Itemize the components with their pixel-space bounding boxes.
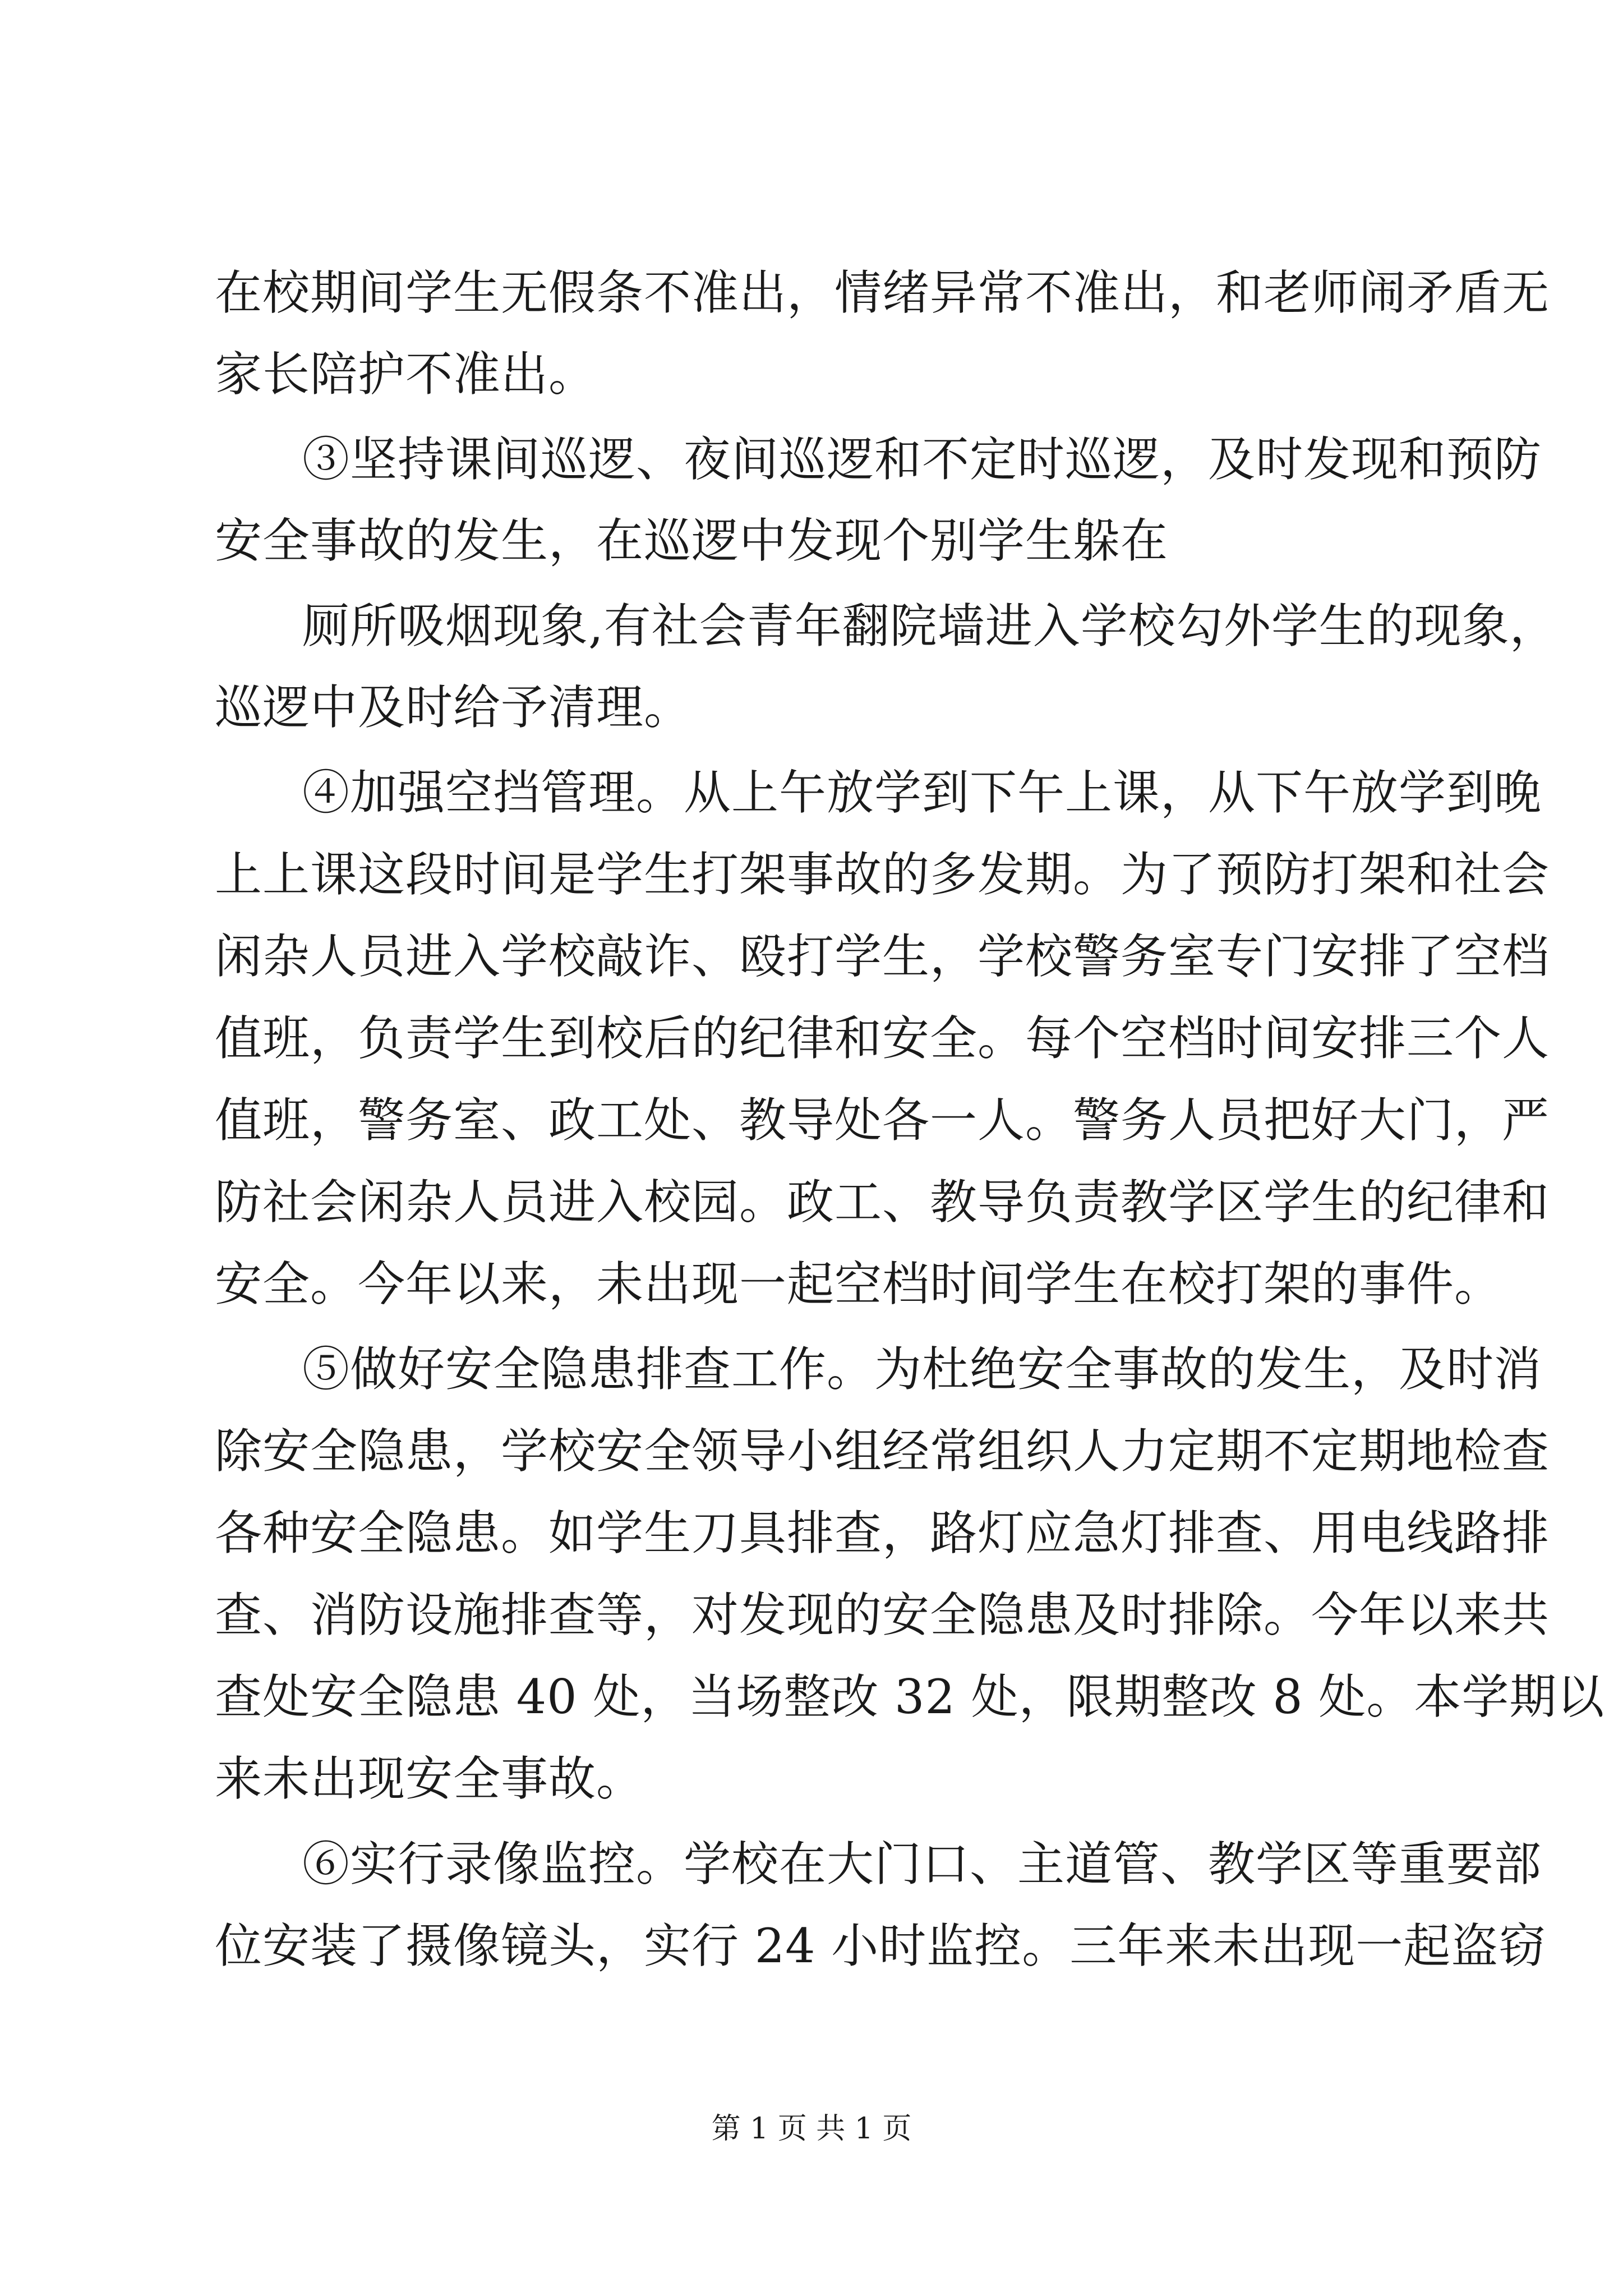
body-line: 巡逻中及时给予清理。 [215,680,692,735]
body-line: 来未出现安全事故。 [215,1751,644,1806]
body-line: 除安全隐患，学校安全领导小组经常组织人力定期不定期地检查 [215,1424,1550,1479]
body-line: 厕所吸烟现象,有社会青年翻院墙进入学校勾外学生的现象， [302,599,1557,654]
body-line: 值班，警务室、政工处、教导处各一人。警务人员把好大门，严 [215,1093,1550,1148]
body-line: 安全。今年以来，未出现一起空档时间学生在校打架的事件。 [215,1257,1502,1312]
body-line: ⑥实行录像监控。学校在大门口、主道管、教学区等重要部 [302,1837,1542,1892]
body-line: ⑤做好安全隐患排查工作。为杜绝安全事故的发生，及时消 [302,1342,1542,1397]
body-line: 各种安全隐患。如学生刀具排查，路灯应急灯排查、用电线路排 [215,1506,1550,1561]
body-line: 家长陪护不准出。 [215,347,597,402]
body-line: 位安装了摄像镜头，实行 24 小时监控。三年来未出现一起盗窃 [215,1918,1547,1973]
body-line: ④加强空挡管理。从上午放学到下午上课，从下午放学到晚 [302,765,1542,820]
body-line: 上上课这段时间是学生打架事故的多发期。为了预防打架和社会 [215,847,1550,902]
body-line: 安全事故的发生，在巡逻中发现个别学生躲在 [215,513,1169,568]
page-footer [0,2109,1623,2148]
body-line: 在校期间学生无假条不准出，情绪异常不准出，和老师闹矛盾无 [215,265,1550,320]
body-line: 查处安全隐患 40 处，当场整改 32 处，限期整改 8 处。本学期以 [215,1669,1605,1724]
body-line: 闲杂人员进入学校敲诈、殴打学生，学校警务室专门安排了空档 [215,929,1550,984]
body-line: 查、消防设施排查等，对发现的安全隐患及时排除。今年以来共 [215,1588,1550,1642]
body-line: ③坚持课间巡逻、夜间巡逻和不定时巡逻，及时发现和预防 [302,432,1542,487]
body-line: 值班，负责学生到校后的纪律和安全。每个空档时间安排三个人 [215,1011,1550,1066]
body-line: 防社会闲杂人员进入校园。政工、教导负责教学区学生的纪律和 [215,1175,1550,1230]
page-number-label: 第 1 页 共 1 页 [711,2112,912,2146]
